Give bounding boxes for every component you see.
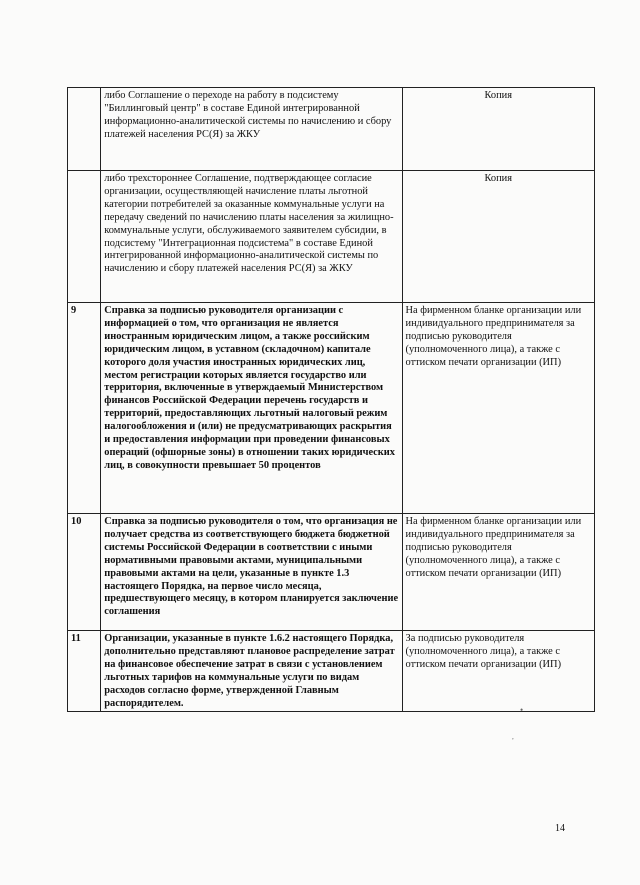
table-row <box>68 303 595 514</box>
document-description: либо трехстороннее Соглашение, подтверждающее согласие организации, осуществляющей начисление платы льготной категории потребителей за оказанные коммунальные услуги на передачу сведений по начислению платы населения за жилищно-коммунальные услуги, обслуживаемого заявителем субсидии, в подсистему "Интеграционная подсистема" в составе Единой интегрированной информационно-аналитической системы по начислению и сбору платежей населения РС(Я) за ЖКУ <box>101 171 402 303</box>
scan-mark: , <box>512 733 514 741</box>
row-number <box>68 88 101 171</box>
document-form: На фирменном бланке организации или индивидуального предпринимателя за подписью руководителя (уполномоченного лица), а также с оттиском печати организации (ИП) <box>402 303 594 514</box>
row-number <box>68 171 101 303</box>
document-description: Справка за подписью руководителя о том, что организация не получает средства из соответствующего бюджета бюджетной системы Российской Федерации в соответствии с иными нормативными правовыми актами, муниципальными правовыми актами на цели, указанные в пункте 1.3 настоящего Порядка, на первое число месяца, предшествующего месяцу, в котором планируется заключение соглашения <box>101 514 402 631</box>
page-number: 14 <box>555 823 565 834</box>
document-description: либо Соглашение о переходе на работу в подсистему "Биллинговый центр" в составе Единой интегрированной информационно-аналитической системы по начислению и сбору платежей населения РС(Я) за ЖКУ <box>101 88 402 171</box>
document-description: Справка за подписью руководителя организации с информацией о том, что организация не является иностранным юридическим лицом, а также российским юридическим лицом, в уставном (складочном) капитале которого доля участия иностранных юридических лиц, местом регистрации которых является государство или территория, включенные в утверждаемый Министерством финансов Российской Федерации перечень государств и территорий, предоставляющих льготный налоговый режим налогообложения и (или) не предусматривающих раскрытия и предоставления информации при проведении финансовых операций (офшорные зоны) в отношении таких юридических лиц, в совокупности превышает 50 процентов <box>101 303 402 514</box>
row-number: 9 <box>68 303 101 514</box>
scan-mark: • <box>520 705 524 715</box>
row-number: 11 <box>68 631 101 712</box>
row-number: 10 <box>68 514 101 631</box>
requirements-table <box>67 87 595 712</box>
document-form: Копия <box>402 171 594 303</box>
table-row <box>68 171 595 303</box>
table-row <box>68 631 595 712</box>
document-form: На фирменном бланке организации или индивидуального предпринимателя за подписью руководителя (уполномоченного лица), а также с оттиском печати организации (ИП) <box>402 514 594 631</box>
document-description: Организации, указанные в пункте 1.6.2 настоящего Порядка, дополнительно представляют плановое распределение затрат на финансовое обеспечение затрат в связи с установлением льготных тарифов на коммунальные услуги по видам расходов согласно форме, утвержденной Главным распорядителем. <box>101 631 402 712</box>
document-form: Копия <box>402 88 594 171</box>
table-row <box>68 88 595 171</box>
table-row <box>68 514 595 631</box>
document-form: За подписью руководителя (уполномоченного лица), а также с оттиском печати организации (ИП) <box>402 631 594 712</box>
